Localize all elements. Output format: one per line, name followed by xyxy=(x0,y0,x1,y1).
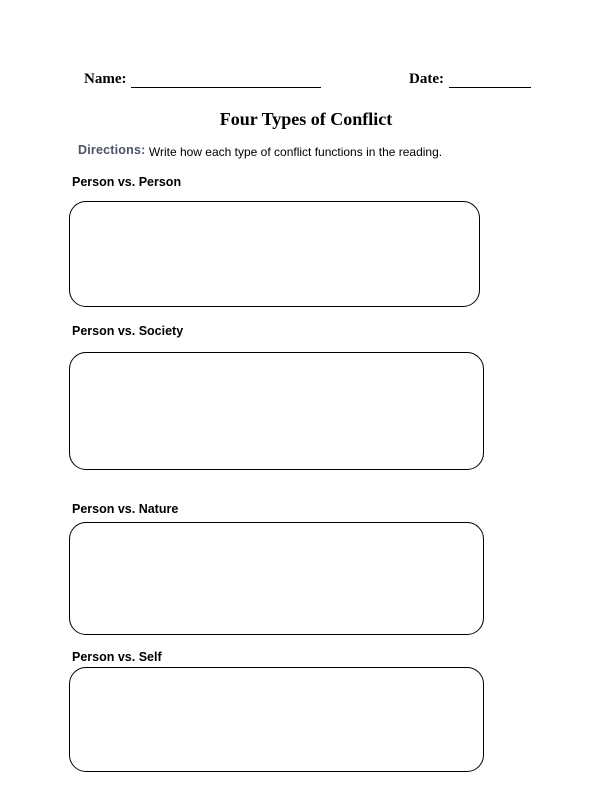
date-blank-line[interactable] xyxy=(449,73,531,88)
name-blank-line[interactable] xyxy=(131,73,321,88)
directions-label: Directions: xyxy=(78,143,146,157)
date-label: Date: xyxy=(409,71,444,87)
section-label-person-vs-self: Person vs. Self xyxy=(72,650,162,664)
answer-box-person-vs-society[interactable] xyxy=(69,352,484,470)
section-label-person-vs-nature: Person vs. Nature xyxy=(72,502,179,516)
section-label-person-vs-society: Person vs. Society xyxy=(72,324,184,338)
date-field xyxy=(409,71,531,88)
name-label: Name: xyxy=(84,71,127,87)
answer-box-person-vs-self[interactable] xyxy=(69,667,484,772)
answer-box-person-vs-person[interactable] xyxy=(69,201,480,307)
worksheet-title: Four Types of Conflict xyxy=(219,109,393,129)
answer-box-person-vs-nature[interactable] xyxy=(69,522,484,635)
directions xyxy=(78,145,442,159)
name-field xyxy=(84,71,321,88)
section-label-person-vs-person: Person vs. Person xyxy=(72,175,182,189)
directions-text: Write how each type of conflict functions in the reading. xyxy=(148,145,443,159)
